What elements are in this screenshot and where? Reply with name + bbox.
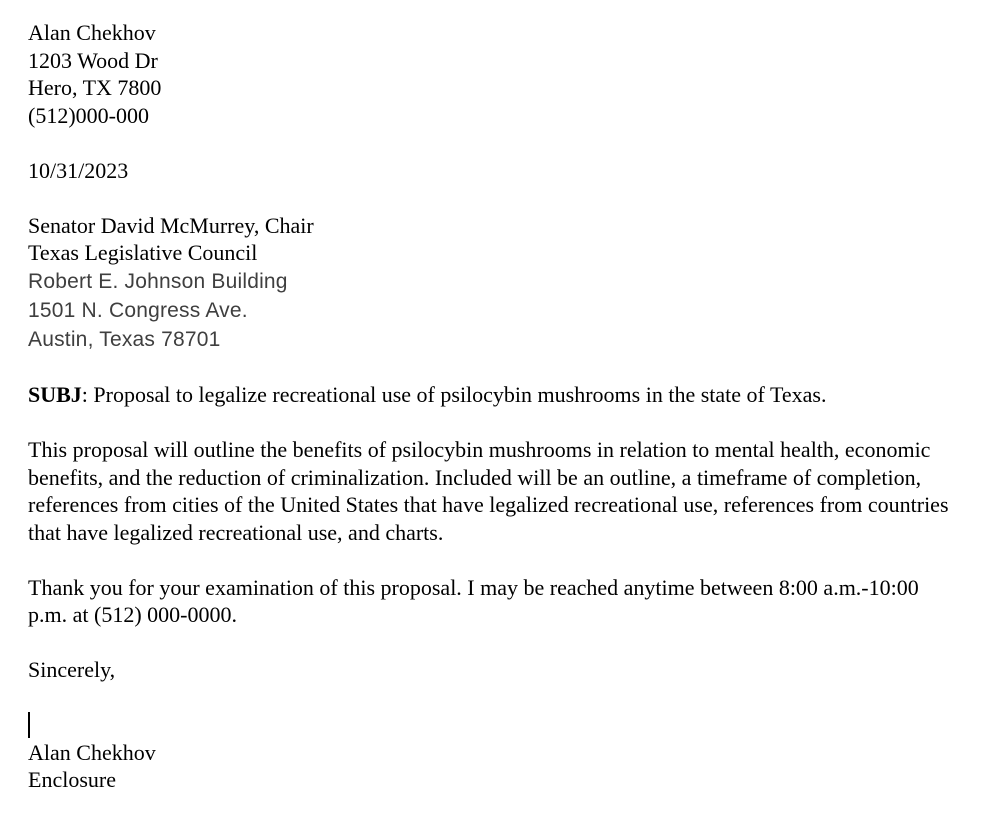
blank-line [28, 409, 956, 437]
closing-salutation: Sincerely, [28, 657, 116, 682]
sender-name: Alan Chekhov [28, 20, 156, 45]
blank-line [28, 354, 956, 382]
recipient-street: 1501 N. Congress Ave. [28, 298, 248, 322]
body-paragraph-2: Thank you for your examination of this proposal. I may be reached anytime between 8:00 a.m.-10:00 p.m. at (512) 000-0000. [28, 574, 919, 627]
enclosure-note: Enclosure [28, 767, 116, 792]
sender-phone: (512)000-000 [28, 102, 149, 128]
blank-line [28, 129, 956, 157]
recipient-organization: Texas Legislative Council [28, 240, 258, 265]
subject-label: SUBJ [28, 382, 82, 407]
body-paragraph-1: This proposal will outline the benefits of psilocybin mushrooms in relation to mental health, economic benefits, and the reduction of criminalization. Included will be an outline, a timeframe of completion, references from cities of the United States that have legalized recreational use, references from countries that have legalized recreational use, and charts. [28, 437, 949, 545]
recipient-name-title: Senator David McMurrey, Chair [28, 212, 314, 238]
blank-line [28, 684, 956, 712]
cursor-line [28, 711, 956, 739]
subject-line [28, 381, 956, 409]
blank-line [28, 546, 956, 574]
letter-date: 10/31/2023 [28, 157, 129, 183]
sender-street: 1203 Wood Dr [28, 47, 158, 73]
blank-line [28, 184, 956, 212]
subject-text: : Proposal to legalize recreational use of psilocybin mushrooms in the state of Texas. [81, 382, 827, 407]
blank-line [28, 629, 956, 657]
signature-name: Alan Chekhov [28, 739, 156, 765]
recipient-building: Robert E. Johnson Building [28, 269, 288, 293]
sender-city-state-zip: Hero, TX 7800 [28, 75, 162, 100]
recipient-city-state-zip: Austin, Texas 78701 [28, 327, 221, 351]
text-cursor [28, 712, 30, 738]
